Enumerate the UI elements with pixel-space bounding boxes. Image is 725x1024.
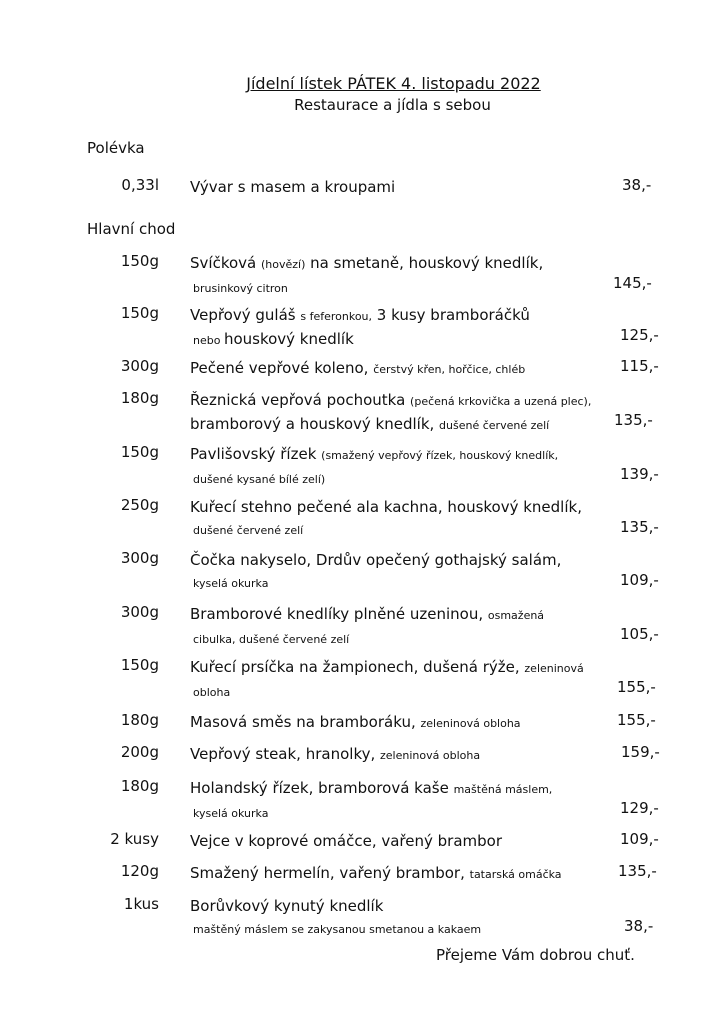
item-price: 109,- bbox=[620, 830, 659, 848]
menu-title bbox=[0, 74, 725, 93]
item-price: 135,- bbox=[614, 411, 653, 429]
closing-note: Přejeme Vám dobrou chuť. bbox=[436, 946, 635, 964]
item-line-1 bbox=[190, 711, 521, 735]
item-description bbox=[190, 443, 558, 491]
item-name: Vejce v koprové omáčce, vařený brambor bbox=[190, 832, 503, 850]
item-name-2: bramborový a houskový knedlík, bbox=[190, 415, 440, 433]
item-name: Masová směs na bramboráku, bbox=[190, 713, 421, 731]
item-qty: 150g bbox=[120, 656, 159, 674]
soup-qty: 0,33l bbox=[121, 176, 159, 194]
item-note: (pečená krkovička a uzená plec), bbox=[410, 395, 592, 408]
item-note: zeleninová obloha bbox=[380, 749, 481, 762]
item-line-1 bbox=[190, 389, 591, 413]
item-line-1 bbox=[190, 252, 543, 276]
item-name: Kuřecí prsíčka na žampionech, dušená rýže, bbox=[190, 658, 525, 676]
item-description bbox=[190, 304, 530, 352]
item-qty: 300g bbox=[120, 603, 159, 621]
menu-title-text: Jídelní lístek PÁTEK 4. listopadu 2022 bbox=[246, 74, 541, 93]
item-note-2: kyselá okurka bbox=[193, 577, 269, 590]
item-price: 155,- bbox=[617, 678, 656, 696]
item-description bbox=[190, 603, 544, 651]
item-line-1 bbox=[190, 830, 502, 852]
item-note-2: brusinkový citron bbox=[193, 282, 288, 295]
item-qty: 150g bbox=[120, 252, 159, 270]
item-name: Smažený hermelín, vařený brambor, bbox=[190, 864, 470, 882]
item-description bbox=[190, 743, 480, 767]
item-name: Čočka nakyselo, Drdův opečený gothajský salám, bbox=[190, 551, 562, 569]
item-description bbox=[190, 895, 481, 941]
item-line-2 bbox=[190, 276, 543, 300]
item-name: Kuřecí stehno pečené ala kachna, houskový knedlík, bbox=[190, 498, 582, 516]
item-note: čerstvý křen, hořčice, chléb bbox=[373, 363, 526, 376]
item-name: Řeznická vepřová pochoutka bbox=[190, 391, 411, 409]
item-line-2 bbox=[190, 467, 558, 491]
item-qty: 250g bbox=[120, 496, 159, 514]
item-qty: 180g bbox=[120, 777, 159, 795]
item-line-1 bbox=[190, 777, 552, 801]
item-line-2 bbox=[190, 328, 530, 352]
item-description bbox=[190, 496, 582, 542]
item-note-2: dušené červené zelí bbox=[193, 524, 304, 537]
item-note: osmažená bbox=[487, 609, 545, 622]
item-description bbox=[190, 357, 525, 381]
item-name: Svíčková bbox=[190, 254, 261, 272]
item-qty: 150g bbox=[120, 443, 159, 461]
item-note: maštěná máslem, bbox=[453, 783, 553, 796]
item-description bbox=[190, 389, 591, 437]
item-price: 155,- bbox=[617, 711, 656, 729]
item-description bbox=[190, 656, 584, 704]
item-note: zeleninová obloha bbox=[420, 717, 521, 730]
item-note-2: dušené kysané bílé zelí) bbox=[193, 473, 326, 486]
item-line-2 bbox=[190, 518, 582, 542]
item-note-2: dušené červené zelí bbox=[439, 419, 550, 432]
item-price: 135,- bbox=[620, 518, 659, 536]
item-description bbox=[190, 862, 562, 886]
item-qty: 150g bbox=[120, 304, 159, 322]
item-line-2 bbox=[190, 413, 591, 437]
item-note: (hovězí) bbox=[260, 258, 306, 271]
item-note-2: kyselá okurka bbox=[193, 807, 269, 820]
item-qty: 1kus bbox=[123, 895, 159, 913]
item-name: Borůvkový kynutý knedlík bbox=[190, 897, 384, 915]
item-qty: 300g bbox=[120, 549, 159, 567]
item-line-2 bbox=[190, 917, 481, 941]
item-price: 145,- bbox=[613, 274, 652, 292]
item-name-cont: 3 kusy bramboráčků bbox=[372, 306, 530, 324]
item-price: 115,- bbox=[620, 357, 659, 375]
item-description bbox=[190, 777, 552, 825]
item-qty: 120g bbox=[120, 862, 159, 880]
item-name: Pečené vepřové koleno, bbox=[190, 359, 374, 377]
item-name-2: houskový knedlík bbox=[223, 330, 354, 348]
item-description bbox=[190, 252, 543, 300]
item-price: 38,- bbox=[624, 917, 654, 935]
item-name: Holandský řízek, bramborová kaše bbox=[190, 779, 454, 797]
item-description bbox=[190, 711, 521, 735]
item-price: 105,- bbox=[620, 625, 659, 643]
item-line-1 bbox=[190, 895, 481, 917]
item-price: 139,- bbox=[620, 465, 659, 483]
item-line-1 bbox=[190, 862, 562, 886]
item-name-cont: na smetaně, houskový knedlík, bbox=[305, 254, 544, 272]
item-note: zeleninová bbox=[524, 662, 584, 675]
item-note-2: nebo bbox=[193, 334, 224, 347]
section-soup-heading: Polévka bbox=[87, 139, 145, 157]
item-line-1 bbox=[190, 549, 561, 571]
item-line-2 bbox=[190, 571, 561, 595]
item-qty: 2 kusy bbox=[110, 830, 159, 848]
item-description bbox=[190, 830, 502, 852]
item-line-1 bbox=[190, 357, 525, 381]
item-note-2: obloha bbox=[193, 686, 231, 699]
item-line-1 bbox=[190, 603, 544, 627]
section-main-heading: Hlavní chod bbox=[87, 220, 176, 238]
menu-subtitle: Restaurace a jídla s sebou bbox=[294, 96, 491, 114]
item-note: (smažený vepřový řízek, houskový knedlík, bbox=[321, 449, 559, 462]
item-line-1 bbox=[190, 656, 584, 680]
item-price: 109,- bbox=[620, 571, 659, 589]
item-line-1 bbox=[190, 496, 582, 518]
soup-price: 38,- bbox=[622, 176, 652, 194]
item-qty: 180g bbox=[120, 389, 159, 407]
item-line-1 bbox=[190, 304, 530, 328]
item-line-2 bbox=[190, 627, 544, 651]
item-price: 129,- bbox=[620, 799, 659, 817]
item-name: Vepřový guláš bbox=[190, 306, 301, 324]
item-note: s feferonkou, bbox=[300, 310, 373, 323]
item-name: Bramborové knedlíky plněné uzeninou, bbox=[190, 605, 488, 623]
item-qty: 180g bbox=[120, 711, 159, 729]
item-line-1 bbox=[190, 443, 558, 467]
item-note-2: cibulka, dušené červené zelí bbox=[193, 633, 350, 646]
item-note-2: maštěný máslem se zakysanou smetanou a kakaem bbox=[193, 923, 482, 936]
item-name: Pavlišovský řízek bbox=[190, 445, 322, 463]
item-note: tatarská omáčka bbox=[469, 868, 562, 881]
soup-name: Vývar s masem a kroupami bbox=[190, 178, 396, 196]
item-qty: 300g bbox=[120, 357, 159, 375]
item-line-2 bbox=[190, 680, 584, 704]
item-line-2 bbox=[190, 801, 552, 825]
item-qty: 200g bbox=[120, 743, 159, 761]
item-price: 135,- bbox=[618, 862, 657, 880]
item-description bbox=[190, 549, 561, 595]
item-price: 159,- bbox=[621, 743, 660, 761]
item-line-1 bbox=[190, 743, 480, 767]
item-name: Vepřový steak, hranolky, bbox=[190, 745, 381, 763]
item-price: 125,- bbox=[620, 326, 659, 344]
